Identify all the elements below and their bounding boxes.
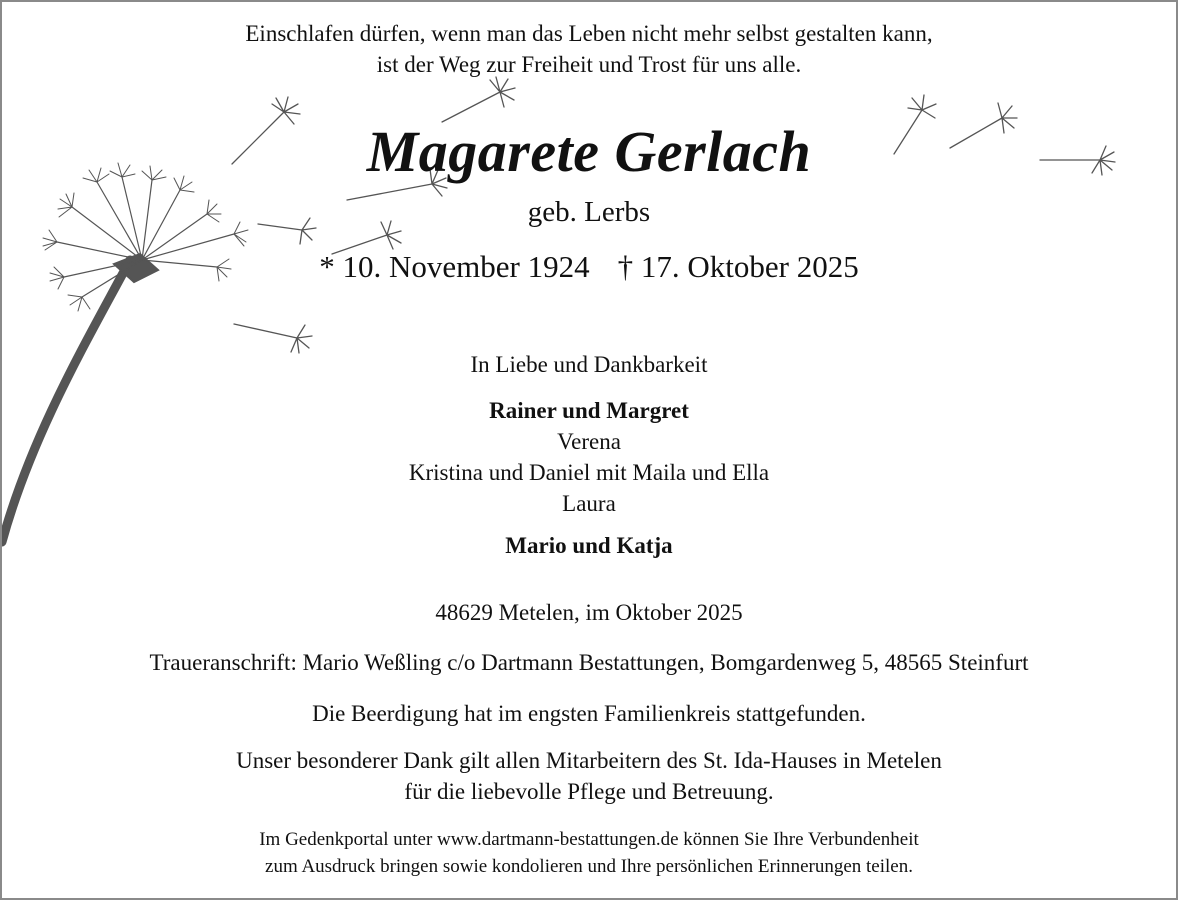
birth-date: * 10. November 1924 — [319, 249, 590, 284]
deceased-name: Magarete Gerlach — [366, 119, 812, 184]
quote-line: Einschlafen dürfen, wenn man das Leben nicht mehr selbst gestalten kann, — [245, 21, 933, 46]
thanks-line: für die liebevolle Pflege und Betreuung. — [404, 779, 774, 804]
place-date: 48629 Metelen, im Oktober 2025 — [435, 600, 743, 625]
portal-line: zum Ausdruck bringen sowie kondolieren und Ihre persönlichen Erinnerungen teilen. — [265, 856, 913, 877]
opening-quote — [2, 18, 1176, 80]
love-line: In Liebe und Dankbarkeit — [470, 352, 708, 377]
quote-line: ist der Weg zur Freiheit und Trost für uns alle. — [376, 52, 802, 77]
portal-line: Im Gedenkportal unter www.dartmann-bestattungen.de können Sie Ihre Verbundenheit — [259, 829, 919, 850]
mourning-address: Traueranschrift: Mario Weßling c/o Dartmann Bestattungen, Bomgardenweg 5, 48565 Steinfurt — [149, 650, 1029, 675]
family-member: Laura — [562, 491, 616, 516]
family-secondary: Mario und Katja — [505, 533, 673, 558]
death-date: † 17. Oktober 2025 — [617, 249, 859, 284]
family-member: Kristina und Daniel mit Maila und Ella — [408, 460, 770, 485]
life-dates — [2, 248, 1176, 286]
memorial-portal-note — [2, 826, 1176, 880]
family-members — [2, 426, 1176, 519]
family-primary: Rainer und Margret — [489, 398, 689, 423]
funeral-note: Die Beerdigung hat im engsten Familienkreis stattgefunden. — [312, 701, 866, 726]
thanks-line: Unser besonderer Dank gilt allen Mitarbeitern des St. Ida-Hauses in Metelen — [236, 748, 942, 773]
maiden-name: geb. Lerbs — [527, 196, 651, 228]
family-member: Verena — [557, 429, 621, 454]
thanks-note — [2, 745, 1176, 807]
